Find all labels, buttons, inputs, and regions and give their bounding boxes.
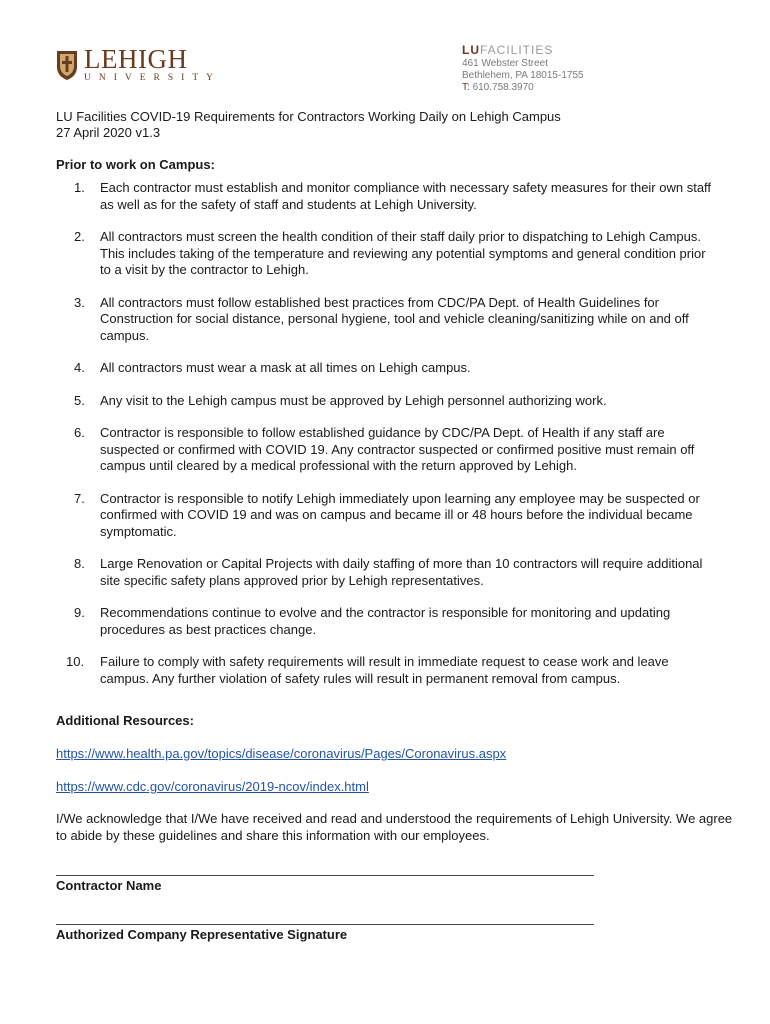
lehigh-logo xyxy=(56,46,221,83)
list-item: 1. Each contractor must establish and monitor compliance with necessary safety measures for their own staff as well as for the safety of staff and students at Lehigh University. xyxy=(74,180,712,212)
street-address: 461 Webster Street xyxy=(462,58,548,69)
logo-subtitle: UNIVERSITY xyxy=(84,73,221,83)
list-item: 9. Recommendations continue to evolve and the contractor is responsible for monitoring and updating procedures as best practices change. xyxy=(74,605,671,637)
telephone: T: 610.758.3970 xyxy=(462,82,534,93)
resources-heading: Additional Resources: xyxy=(56,713,194,728)
cdc-link[interactable]: https://www.cdc.gov/coronavirus/2019-ncov/index.html xyxy=(56,779,369,794)
version-date: 27 April 2020 v1.3 xyxy=(56,125,161,140)
list-item: 5. Any visit to the Lehigh campus must be approved by Lehigh personnel authorizing work. xyxy=(74,392,607,408)
list-item: 3. All contractors must follow established best practices from CDC/PA Dept. of Health Guidelines for Construction for social distance, personal hygiene, tool and vehicle cleaning/sanitizing while on and off campus. xyxy=(74,294,689,343)
logo-name: LEHIGH xyxy=(84,44,188,74)
department-name: LUFACILITIES xyxy=(462,43,554,57)
lehigh-shield-icon xyxy=(56,49,78,81)
address-block xyxy=(462,44,584,94)
contractor-name-line xyxy=(56,875,594,876)
signature-label: Authorized Company Representative Signature xyxy=(56,927,348,942)
prior-heading: Prior to work on Campus: xyxy=(56,157,215,172)
requirements-list xyxy=(56,180,716,703)
acknowledgement-text: I/We acknowledge that I/We have received and read and understood the requirements of Lehigh University. We agree to abide by these guidelines and share this information with our employees. xyxy=(56,811,733,843)
list-item: 4. All contractors must wear a mask at all times on Lehigh campus. xyxy=(74,360,471,375)
title-line: LU Facilities COVID-19 Requirements for Contractors Working Daily on Lehigh Campus xyxy=(56,109,561,124)
document-title xyxy=(56,109,561,141)
contractor-name-label: Contractor Name xyxy=(56,878,162,893)
signature-line xyxy=(56,924,594,925)
city-address: Bethlehem, PA 18015-1755 xyxy=(462,70,584,81)
list-item: 7. Contractor is responsible to notify Lehigh immediately upon learning any employee may be suspected or confirmed with COVID 19 and was on campus and became ill or 48 hours before the individual became symptomatic. xyxy=(74,490,700,539)
list-item: 2. All contractors must screen the health condition of their staff daily prior to dispatching to Lehigh Campus. This includes taking of the temperature and reviewing any potential symptoms and general condition prior to a visit by the contractor to Lehigh. xyxy=(74,229,706,277)
pa-health-link[interactable]: https://www.health.pa.gov/topics/disease/coronavirus/Pages/Coronavirus.aspx xyxy=(56,746,507,761)
list-item: 8. Large Renovation or Capital Projects with daily staffing of more than 10 contractors will require additional site specific safety plans approved prior by Lehigh representatives. xyxy=(74,556,703,588)
list-item: 6. Contractor is responsible to follow established guidance by CDC/PA Dept. of Health if any staff are suspected or confirmed with COVID 19. Any contractor suspected or confirmed positive must remain off campus until cleared by a medical professional with the return approved by Lehigh. xyxy=(74,425,695,473)
list-item: 10. Failure to comply with safety requirements will result in immediate request to cease work and leave campus. Any further violation of safety rules will result in permanent removal from campus. xyxy=(66,654,669,686)
